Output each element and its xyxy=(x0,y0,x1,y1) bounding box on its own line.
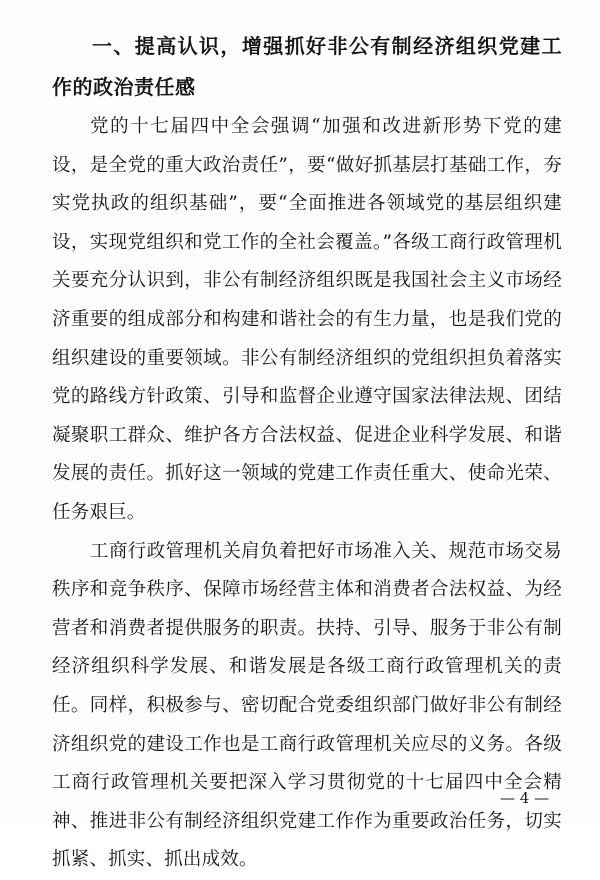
page-number: — 4 — xyxy=(500,789,550,807)
body-paragraph-2: 工商行政管理机关肩负着把好市场准入关、规范市场交易秩序和竞争秩序、保障市场经营主体和消费者合法权益、为经营者和消费者提供服务的职责。扶持、引导、服务于非公有制经济组织科学发展、和谐发展是各级工商行政管理机关的责任。同样，积极参与、密切配合党委组织部门做好非公有制经济组织党的建设工作也是工商行政管理机关应尽的义务。各级工商行政管理机关要把深入学习贯彻党的十七届四中全会精神、推进非公有制经济组织党建工作作为重要政治任务，切实抓紧、抓实、抓出成效。 xyxy=(52,540,562,871)
body-paragraph-1: 党的十七届四中全会强调“加强和改进新形势下党的建设，是全党的重大政治责任”，要“做好抓基层打基础工作，夯实党执政的组织基础”，要“全面推进各领域党的基层组织建设，实现党组织和党工作的全社会覆盖。”各级工商行政管理机关要充分认识到，非公有制经济组织既是我国社会主义市场经济重要的组成部分和构建和谐社会的有生力量，也是我们党的组织建设的重要领域。非公有制经济组织的党组织担负着落实党的路线方针政策、引导和监督企业遵守国家法律法规、团结凝聚职工群众、维护各方合法权益、促进企业科学发展、和谐发展的责任。抓好这一领域的党建工作责任重大、使命光荣、任务艰巨。 xyxy=(52,116,562,523)
document-body xyxy=(52,26,562,880)
section-heading: 一、提高认识，增强抓好非公有制经济组织党建工作的政治责任感 xyxy=(52,34,562,99)
